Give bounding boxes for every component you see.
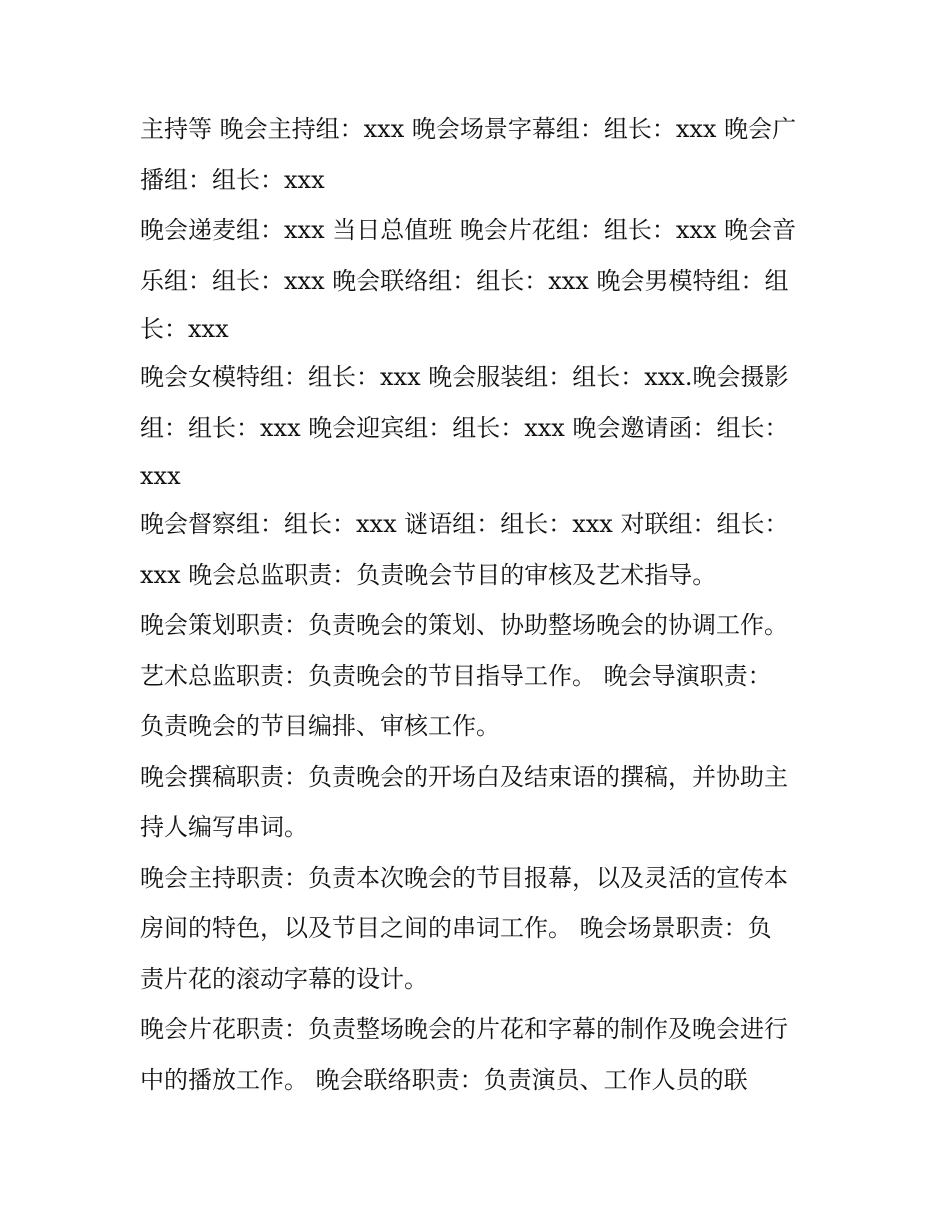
text-line: 持人编写串词。 [140,813,308,841]
text-line: xxx [140,462,181,490]
text-line: 晚会女模特组：组长：xxx 晚会服装组：组长：xxx.晚会摄影 [140,363,789,391]
text-line: 晚会片花职责：负责整场晚会的片花和字幕的制作及晚会进行 [140,1015,788,1043]
text-line: 主持等 晚会主持组：xxx 晚会场景字幕组：组长：xxx 晚会广 [140,115,797,143]
text-line: 负责晚会的节目编排、审核工作。 [140,712,500,740]
text-line: 房间的特色，以及节目之间的串词工作。 晚会场景职责：负 [140,914,772,942]
text-line: 晚会递麦组：xxx 当日总值班 晚会片花组：组长：xxx 晚会音 [140,216,797,244]
paragraph [140,853,820,1005]
paragraph [140,352,820,499]
text-line: 晚会主持职责：负责本次晚会的节目报幕，以及灵活的宣传本 [140,863,788,892]
text-line: 乐组：组长：xxx 晚会联络组：组长：xxx 晚会男模特组：组 [140,266,789,295]
paragraph [140,104,820,205]
text-line: 晚会策划职责：负责晚会的策划、协助整场晚会的协调工作。 [140,611,788,639]
text-line: 晚会撰稿职责：负责晚会的开场白及结束语的撰稿，并协助主 [140,762,788,791]
text-line: 播组：组长：xxx [140,165,325,194]
text-line: 中的播放工作。 晚会联络职责：负责演员、工作人员的联 [140,1065,748,1094]
text-line: 晚会督察组：组长：xxx 谜语组：组长：xxx 对联组：组长： [140,510,789,538]
paragraph [140,651,820,752]
paragraph [140,1004,820,1105]
text-line: 责片花的滚动字幕的设计。 [140,964,428,993]
paragraph [140,752,820,853]
paragraph [140,499,820,600]
text-line: 组：组长：xxx 晚会迎宾组：组长：xxx 晚会邀请函：组长： [140,413,789,442]
text-line: xxx 晚会总监职责：负责晚会节目的审核及艺术指导。 [140,560,717,589]
paragraph [140,205,820,352]
text-line: 艺术总监职责：负责晚会的节目指导工作。 晚会导演职责： [140,661,772,690]
document-body [140,104,820,1105]
text-line: 长：xxx [140,315,229,343]
paragraph [140,600,820,651]
